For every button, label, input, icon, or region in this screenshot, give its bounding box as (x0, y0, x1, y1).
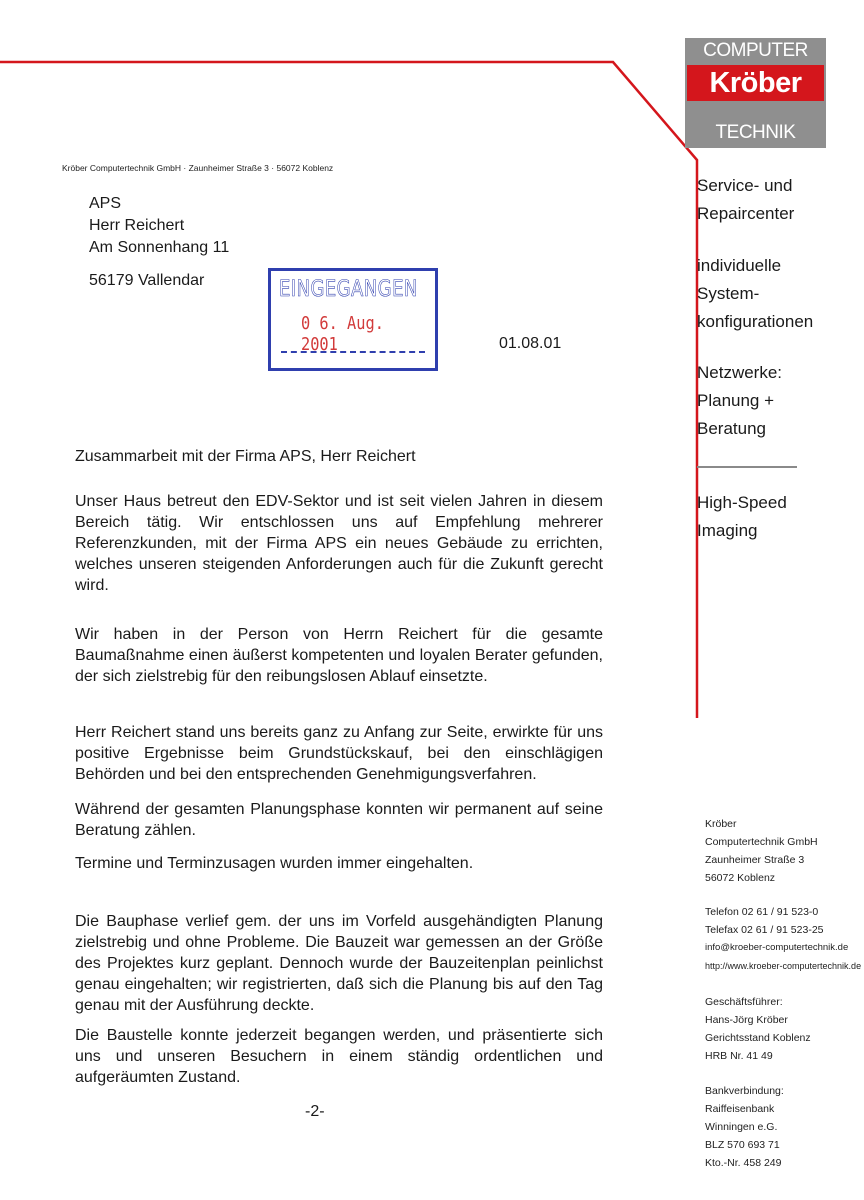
sidebar-imaging-line-1: High-Speed (697, 493, 787, 512)
footer-bank-1: Raiffeisenbank (705, 1103, 775, 1115)
sidebar-system-block (697, 252, 813, 336)
footer-bank-label: Bankverbindung: (705, 1085, 784, 1097)
body-paragraph-6: Die Bauphase verlief gem. der uns im Vorfeld ausgehändigten Planung zielstrebig und ohne Probleme. Die Bauzeit war gemessen an der Größe des Projektes kurz geplant. Dennoch wurde der Bauzeitenplan peinlichst genau eingehalten; wir registrierten, daß sich die Planung bis auf den Tag genau mit der Ausführung deckte. (75, 913, 603, 1014)
footer-phone: Telefon 02 61 / 91 523-0 (705, 906, 819, 918)
logo-line-technik: TECHNIK (715, 122, 796, 143)
company-logo (685, 38, 826, 148)
footer-contact-block (705, 903, 861, 975)
body-paragraph-7: Die Baustelle konnte jederzeit begangen werden, und präsentierte sich uns und unseren Besuchern in einem ständig ordentlichen und aufgeräumten Zustand. (75, 1027, 603, 1086)
letter-date: 01.08.01 (499, 335, 562, 352)
body-paragraph-3: Herr Reichert stand uns bereits ganz zu Anfang zur Seite, erwirkte für uns positive Ergebnisse beim Grundstückskauf, bei den einschlägigen Behörden und bei den entsprechenden Genehmigungsverfahren. (75, 724, 603, 783)
page-number: -2- (305, 1103, 325, 1120)
footer-gf-name: Hans-Jörg Kröber (705, 1014, 788, 1026)
body-paragraph-4: Während der gesamten Planungsphase konnten wir permanent auf seine Beratung zählen. (75, 801, 603, 839)
body-paragraph-5: Termine und Terminzusagen wurden immer eingehalten. (75, 855, 474, 872)
sidebar-system-line-3: konfigurationen (697, 312, 814, 331)
sidebar-imaging-line-2: Imaging (697, 521, 758, 540)
footer-fax: Telefax 02 61 / 91 523-25 (705, 924, 824, 936)
sidebar-system-line-2: System- (697, 284, 760, 303)
sidebar-system-line-1: individuelle (697, 256, 782, 275)
body-paragraph-2: Wir haben in der Person von Herrn Reichert für die gesamte Baumaßnahme einen äußerst kompetenten und loyalen Berater gefunden, der sich zielstrebig für den reibungslosen Ablauf einsetzte. (75, 626, 603, 685)
footer-zip: 56072 Koblenz (705, 872, 776, 884)
footer-gf-label: Geschäftsführer: (705, 996, 783, 1008)
footer-street: Zaunheimer Straße 3 (705, 854, 805, 866)
footer-web: http://www.kroeber-computertechnik.de (705, 961, 862, 971)
footer-blz: BLZ 570 693 71 (705, 1139, 780, 1151)
recipient-line-1: APS (89, 195, 122, 212)
recipient-line-2: Herr Reichert (89, 217, 185, 234)
recipient-city: 56179 Vallendar (89, 272, 205, 289)
sidebar-service-block (697, 172, 794, 228)
footer-company-2: Computertechnik GmbH (705, 836, 818, 848)
recipient-address (89, 193, 229, 259)
footer-management-block (705, 993, 811, 1065)
footer-account: Kto.-Nr. 458 249 (705, 1157, 782, 1169)
footer-bank-2: Winningen e.G. (705, 1121, 778, 1133)
sidebar-network-line-3: Beratung (697, 419, 766, 438)
sidebar-service-line-1: Service- und (697, 176, 793, 195)
footer-address-block (705, 815, 818, 887)
body-paragraph-1: Unser Haus betreut den EDV-Sektor und ist seit vielen Jahren in diesem Bereich tätig. Wir entschlossen uns auf Empfehlung mehrerer Referenzkunden, mit der Firma APS ein neues Gebäude zu errichten, welches unseren steigenden Anforderungen auch für die Zukunft gerecht wird. (75, 493, 603, 594)
stamp-label: EINGEGANGEN (279, 277, 418, 302)
sidebar-imaging-block (697, 489, 787, 545)
footer-company-1: Kröber (705, 818, 737, 830)
sender-line: Kröber Computertechnik GmbH · Zaunheimer Straße 3 · 56072 Koblenz (62, 163, 334, 173)
logo-line-kroeber: Kröber (687, 65, 824, 101)
letter-subject: Zusammarbeit mit der Firma APS, Herr Reichert (75, 448, 416, 465)
received-stamp (268, 268, 438, 371)
recipient-line-3: Am Sonnenhang 11 (89, 239, 230, 256)
sidebar-network-line-2: Planung + (697, 391, 775, 410)
stamp-dashed-line (281, 351, 425, 353)
footer-bank-block (705, 1082, 784, 1172)
sidebar-network-block (697, 359, 782, 443)
stamp-date: 0 6. Aug. 2001 (301, 313, 384, 355)
sidebar-network-line-1: Netzwerke: (697, 363, 783, 382)
sidebar-divider (697, 466, 797, 468)
footer-court: Gerichtsstand Koblenz (705, 1032, 811, 1044)
footer-hrb: HRB Nr. 41 49 (705, 1050, 773, 1062)
logo-line-computer: COMPUTER (703, 40, 808, 61)
sidebar-service-line-2: Repaircenter (697, 204, 795, 223)
footer-email: info@kroeber-computertechnik.de (705, 942, 849, 953)
